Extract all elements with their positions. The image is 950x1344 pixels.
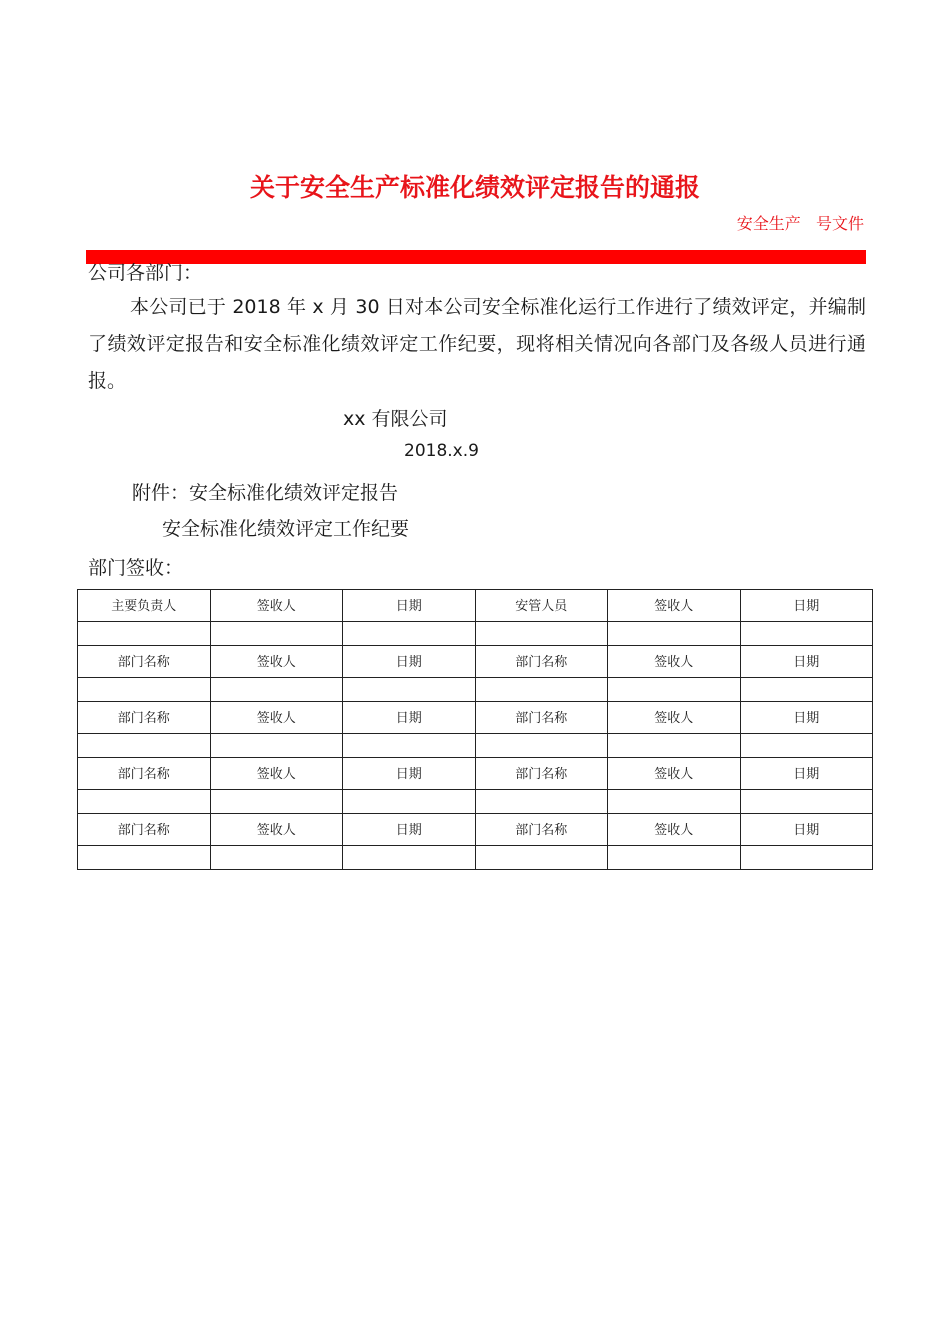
issue-date: 2018.x.9 — [404, 441, 479, 461]
sign-table-header-row — [78, 646, 873, 678]
sign-table-entry-cell[interactable] — [608, 734, 741, 758]
sign-table-entry-cell[interactable] — [475, 622, 608, 646]
sign-table-entry-cell[interactable] — [740, 734, 873, 758]
sign-table — [77, 589, 873, 870]
sign-table-header-cell: 安管人员 — [475, 590, 608, 622]
sign-table-header-cell: 部门名称 — [475, 702, 608, 734]
sign-table-entry-cell[interactable] — [740, 622, 873, 646]
sign-table-header-cell: 日期 — [343, 758, 476, 790]
sign-table-entry-cell[interactable] — [343, 790, 476, 814]
sign-table-header-cell: 签收人 — [210, 814, 343, 846]
sign-table-header-cell: 日期 — [740, 646, 873, 678]
sign-table-entry-cell[interactable] — [608, 846, 741, 870]
sign-table-entry-cell[interactable] — [78, 790, 211, 814]
sign-table-entry-cell[interactable] — [475, 790, 608, 814]
sign-table-entry-row — [78, 790, 873, 814]
sign-table-header-cell: 日期 — [740, 814, 873, 846]
sign-table-entry-cell[interactable] — [475, 734, 608, 758]
sign-table-entry-cell[interactable] — [343, 846, 476, 870]
document-title: 关于安全生产标准化绩效评定报告的通报 — [249, 173, 700, 202]
sign-table-header-cell: 日期 — [740, 758, 873, 790]
sign-table-entry-cell[interactable] — [78, 622, 211, 646]
sign-table-entry-cell[interactable] — [475, 678, 608, 702]
sign-table-entry-cell[interactable] — [210, 846, 343, 870]
sign-table-entry-cell[interactable] — [740, 846, 873, 870]
sign-table-header-cell: 部门名称 — [475, 758, 608, 790]
sign-table-header-cell: 日期 — [343, 702, 476, 734]
sign-table-header-cell: 日期 — [343, 590, 476, 622]
sign-table-entry-cell[interactable] — [343, 734, 476, 758]
salutation: 公司各部门： — [88, 262, 203, 284]
sign-table-header-cell: 部门名称 — [475, 646, 608, 678]
sign-table-header-cell: 主要负责人 — [78, 590, 211, 622]
attachment-line-1: 附件：安全标准化绩效评定报告 — [132, 482, 399, 504]
sign-table-entry-cell[interactable] — [740, 678, 873, 702]
sign-table-entry-cell[interactable] — [78, 678, 211, 702]
attachment-line-2: 安全标准化绩效评定工作纪要 — [162, 518, 410, 540]
document-number: 安全生产 号文件 — [736, 214, 864, 233]
company-name: xx 有限公司 — [343, 408, 448, 430]
sign-table-entry-row — [78, 622, 873, 646]
sign-table-header-cell: 签收人 — [608, 646, 741, 678]
sign-table-entry-cell[interactable] — [740, 790, 873, 814]
sign-table-header-cell: 日期 — [343, 646, 476, 678]
sign-table-entry-cell[interactable] — [210, 622, 343, 646]
sign-table-entry-row — [78, 678, 873, 702]
sign-table-entry-cell[interactable] — [608, 790, 741, 814]
sign-table-header-row — [78, 702, 873, 734]
sign-table-header-cell: 部门名称 — [78, 814, 211, 846]
sign-table-header-row — [78, 814, 873, 846]
sign-table-entry-cell[interactable] — [608, 678, 741, 702]
sign-table-header-cell: 日期 — [740, 590, 873, 622]
sign-table-header-cell: 签收人 — [210, 590, 343, 622]
sign-table-entry-cell[interactable] — [343, 678, 476, 702]
sign-table-header-cell: 签收人 — [608, 814, 741, 846]
sign-section-title: 部门签收： — [88, 557, 184, 579]
sign-table-header-cell: 签收人 — [608, 758, 741, 790]
sign-table-entry-row — [78, 734, 873, 758]
sign-table-header-cell: 部门名称 — [475, 814, 608, 846]
sign-table-header-cell: 签收人 — [210, 702, 343, 734]
sign-table-header-cell: 签收人 — [608, 702, 741, 734]
sign-table-entry-cell[interactable] — [608, 622, 741, 646]
sign-table-header-row — [78, 590, 873, 622]
sign-table-entry-cell[interactable] — [475, 846, 608, 870]
sign-table-entry-cell[interactable] — [210, 734, 343, 758]
sign-table-entry-cell[interactable] — [210, 678, 343, 702]
sign-table-header-cell: 部门名称 — [78, 758, 211, 790]
sign-table-header-cell: 日期 — [343, 814, 476, 846]
sign-table-header-row — [78, 758, 873, 790]
sign-table-entry-cell[interactable] — [78, 846, 211, 870]
sign-table-entry-cell[interactable] — [343, 622, 476, 646]
sign-table-header-cell: 签收人 — [608, 590, 741, 622]
sign-table-header-cell: 部门名称 — [78, 646, 211, 678]
sign-table-header-cell: 部门名称 — [78, 702, 211, 734]
sign-table-entry-cell[interactable] — [210, 790, 343, 814]
sign-table-entry-row — [78, 846, 873, 870]
sign-table-header-cell: 日期 — [740, 702, 873, 734]
red-header-bar — [86, 250, 866, 264]
sign-table-header-cell: 签收人 — [210, 758, 343, 790]
sign-table-entry-cell[interactable] — [78, 734, 211, 758]
body-paragraph: 本公司已于 2018 年 x 月 30 日对本公司安全标准化运行工作进行了绩效评定，并编制了绩效评定报告和安全标准化绩效评定工作纪要，现将相关情况向各部门及各级人员进行通报。 — [88, 296, 866, 392]
sign-table-header-cell: 签收人 — [210, 646, 343, 678]
